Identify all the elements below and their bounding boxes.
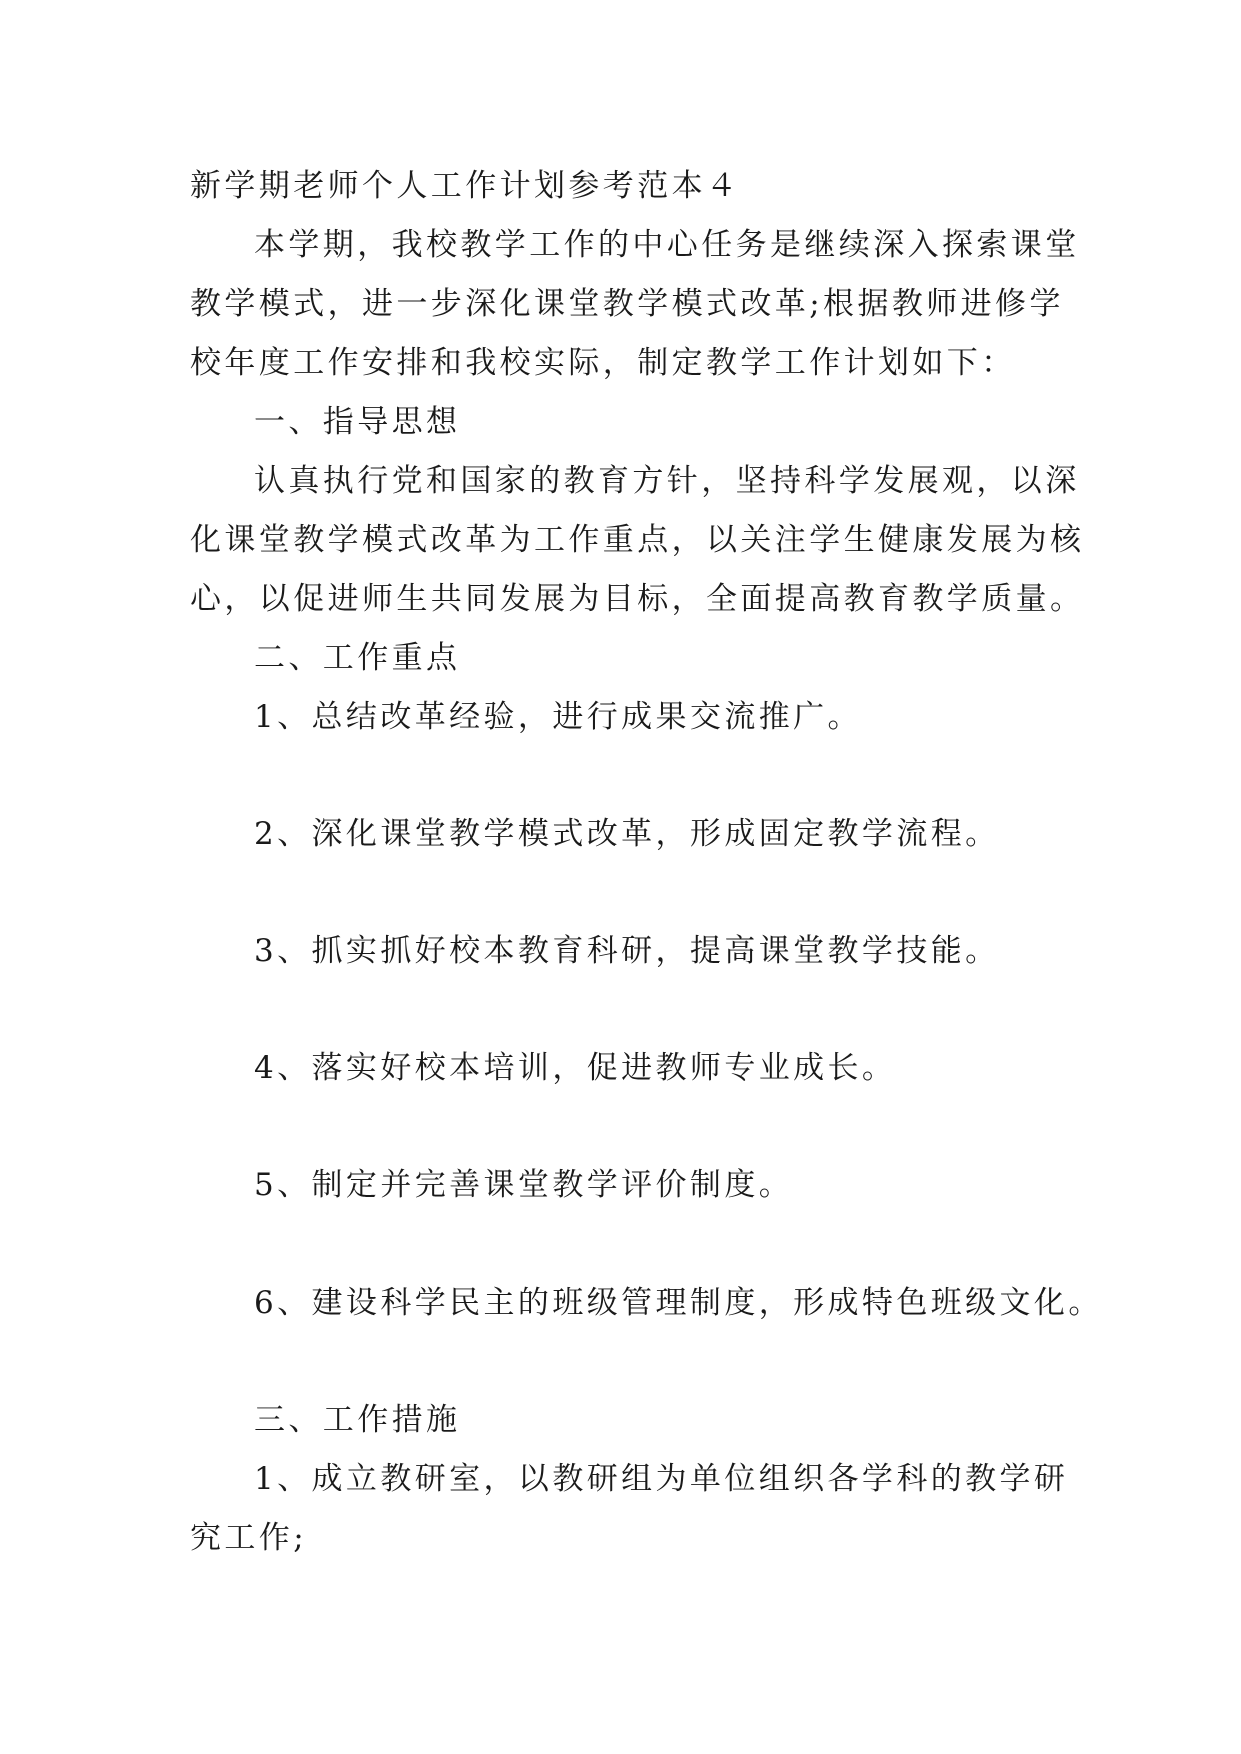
section2-item-6: 6、建设科学民主的班级管理制度，形成特色班级文化。	[254, 1285, 1103, 1321]
intro-line-1: 本学期，我校教学工作的中心任务是继续深入探索课堂	[254, 227, 1080, 263]
section1-line-1: 认真执行党和国家的教育方针，坚持科学发展观，以深	[254, 463, 1080, 499]
section2-heading: 二、工作重点	[254, 640, 461, 676]
intro-line-3: 校年度工作安排和我校实际，制定教学工作计划如下：	[190, 345, 1016, 381]
intro-line-2: 教学模式，进一步深化课堂教学模式改革;根据教师进修学	[190, 286, 1064, 322]
section2-item-3: 3、抓实抓好校本教育科研，提高课堂教学技能。	[254, 933, 1000, 969]
section2-item-2: 2、深化课堂教学模式改革，形成固定教学流程。	[254, 816, 1000, 852]
section3-heading: 三、工作措施	[254, 1402, 461, 1438]
section2-item-4: 4、落实好校本培训，促进教师专业成长。	[254, 1050, 897, 1086]
section1-line-3: 心，以促进师生共同发展为目标，全面提高教育教学质量。	[190, 581, 1085, 617]
section1-heading: 一、指导思想	[254, 404, 461, 440]
section2-item-1: 1、总结改革经验，进行成果交流推广。	[254, 699, 862, 735]
section3-item-1-line-2: 究工作;	[190, 1520, 308, 1556]
section3-item-1-line-1: 1、成立教研室，以教研组为单位组织各学科的教学研	[254, 1461, 1069, 1497]
document-title: 新学期老师个人工作计划参考范本４	[190, 168, 741, 204]
section1-line-2: 化课堂教学模式改革为工作重点，以关注学生健康发展为核	[190, 522, 1085, 558]
section2-item-5: 5、制定并完善课堂教学评价制度。	[254, 1167, 794, 1203]
